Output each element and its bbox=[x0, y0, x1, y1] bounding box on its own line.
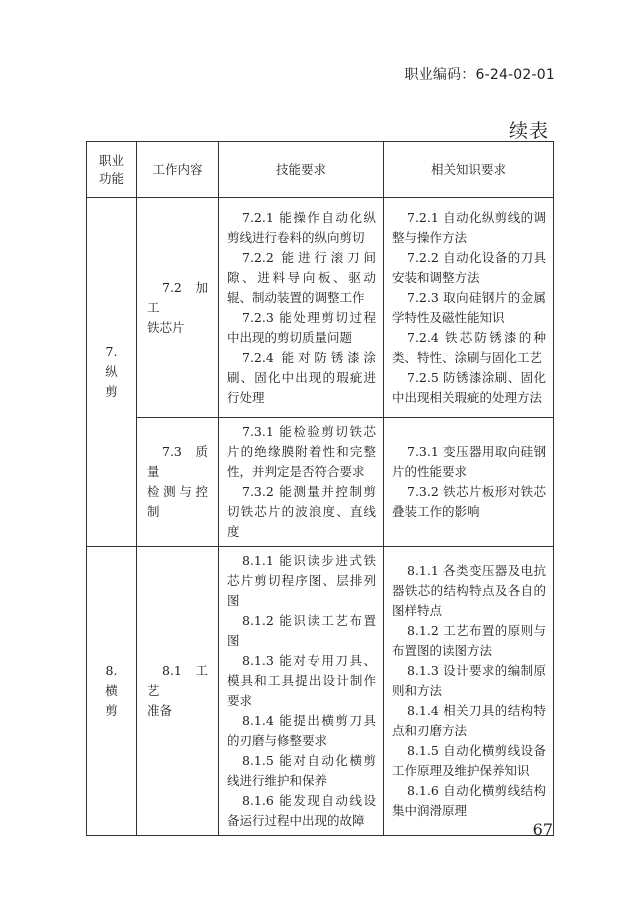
function-name: 纵剪 bbox=[105, 364, 118, 399]
header-function bbox=[87, 142, 137, 198]
work-content-number: 8.1 工艺 bbox=[147, 663, 208, 698]
knowledge-item: 8.1.2 工艺布置的原则与布置图的读图方法 bbox=[392, 623, 546, 658]
knowledge-item: 8.1.4 相关刀具的结构特点和刃磨方法 bbox=[392, 703, 546, 738]
work-content-name: 准备 bbox=[147, 703, 173, 718]
table-row bbox=[87, 198, 554, 418]
skill-item: 8.1.2 能识读工艺布置图 bbox=[227, 613, 376, 648]
function-number: 7. bbox=[105, 344, 118, 359]
knowledge-item: 7.2.4 铁芯防锈漆的种类、特性、涂刷与固化工艺 bbox=[392, 329, 546, 365]
knowledge-item: 7.2.1 自动化纵剪线的调整与操作方法 bbox=[392, 209, 546, 245]
knowledge-item: 7.3.1 变压器用取向硅钢片的性能要求 bbox=[392, 444, 546, 479]
knowledge-cell bbox=[384, 198, 554, 418]
work-content-number: 7.2 加工 bbox=[147, 279, 208, 315]
table-row bbox=[87, 547, 554, 836]
skill-item: 8.1.4 能提出横剪刀具的刃磨与修整要求 bbox=[227, 713, 376, 748]
work-content-name: 检测与控制 bbox=[147, 484, 208, 519]
occupation-code: 职业编码：6-24-02-01 bbox=[404, 67, 555, 83]
knowledge-item: 7.2.5 防锈漆涂刷、固化中出现相关瑕疵的处理方法 bbox=[392, 369, 546, 405]
skill-item: 8.1.5 能对自动化横剪线进行维护和保养 bbox=[227, 753, 376, 788]
skills-table bbox=[86, 141, 554, 836]
function-cell-7 bbox=[87, 198, 137, 547]
skills-cell bbox=[219, 418, 384, 547]
function-number: 8. bbox=[105, 663, 118, 678]
skill-item: 7.2.1 能操作自动化纵剪线进行卷料的纵向剪切 bbox=[227, 209, 376, 245]
function-cell-8 bbox=[87, 547, 137, 836]
work-content-number: 7.3 质量 bbox=[147, 444, 208, 479]
page-number: 67 bbox=[532, 820, 553, 839]
skill-item: 8.1.6 能发现自动线设备运行过程中出现的故障 bbox=[227, 793, 376, 828]
knowledge-cell bbox=[384, 418, 554, 547]
function-name: 横剪 bbox=[105, 683, 118, 718]
work-content-cell bbox=[137, 198, 219, 418]
header-content: 工作内容 bbox=[137, 142, 219, 198]
knowledge-item: 8.1.3 设计要求的编制原则和方法 bbox=[392, 663, 546, 698]
knowledge-item: 8.1.1 各类变压器及电抗器铁芯的结构特点及各自的图样特点 bbox=[392, 563, 546, 618]
skills-cell bbox=[219, 198, 384, 418]
skill-item: 7.2.4 能对防锈漆涂刷、固化中出现的瑕疵进行处理 bbox=[227, 349, 376, 405]
skill-item: 7.2.2 能进行滚刀间隙、进料导向板、驱动辊、制动装置的调整工作 bbox=[227, 249, 376, 305]
skill-item: 7.2.3 能处理剪切过程中出现的剪切质量问题 bbox=[227, 309, 376, 345]
knowledge-item: 8.1.5 自动化横剪线设备工作原理及维护保养知识 bbox=[392, 743, 546, 778]
skill-item: 7.3.2 能测量并控制剪切铁芯片的波浪度、直线度 bbox=[227, 484, 376, 539]
knowledge-item: 7.2.2 自动化设备的刀具安装和调整方法 bbox=[392, 249, 546, 285]
knowledge-cell bbox=[384, 547, 554, 836]
header-skills: 技能要求 bbox=[219, 142, 384, 198]
knowledge-item: 7.3.2 铁芯片板形对铁芯叠装工作的影响 bbox=[392, 484, 546, 519]
work-content-cell bbox=[137, 547, 219, 836]
skill-item: 7.3.1 能检验剪切铁芯片的绝缘膜附着性和完整性，并判定是否符合要求 bbox=[227, 424, 376, 479]
skill-item: 8.1.1 能识读步进式铁芯片剪切程序图、层排列图 bbox=[227, 553, 376, 608]
continued-label: 续表 bbox=[508, 120, 549, 142]
work-content-cell bbox=[137, 418, 219, 547]
skill-item: 8.1.3 能对专用刀具、模具和工具提出设计制作要求 bbox=[227, 653, 376, 708]
knowledge-item: 8.1.6 自动化横剪线结构集中润滑原理 bbox=[392, 783, 546, 818]
table-header-row bbox=[87, 142, 554, 198]
work-content-name: 铁芯片 bbox=[147, 319, 185, 335]
table-row bbox=[87, 418, 554, 547]
header-knowledge: 相关知识要求 bbox=[384, 142, 554, 198]
knowledge-item: 7.2.3 取向硅钢片的金属学特性及磁性能知识 bbox=[392, 289, 546, 325]
header-function-label: 职业功能 bbox=[98, 152, 124, 186]
skills-cell bbox=[219, 547, 384, 836]
